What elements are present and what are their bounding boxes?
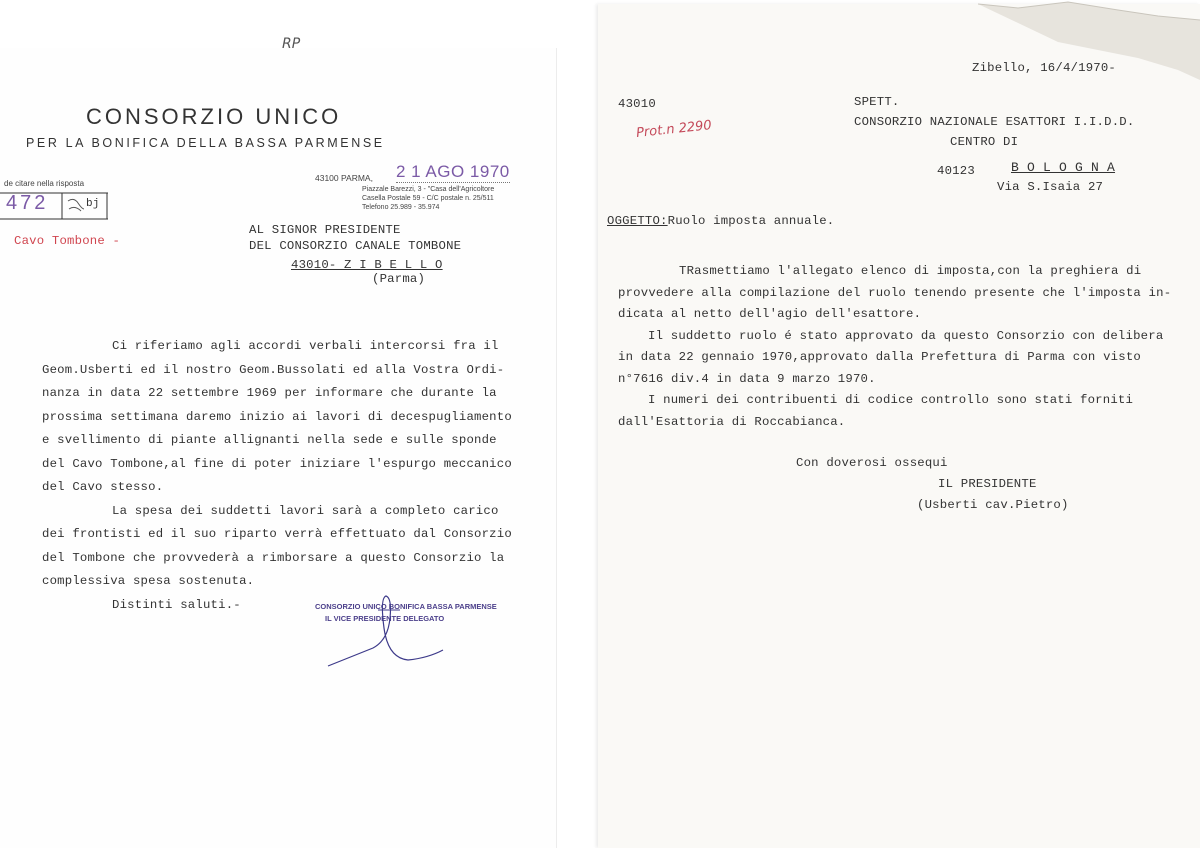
right-letter	[598, 4, 1200, 848]
recipient-line: CENTRO DI	[950, 135, 1019, 149]
body-line: Il suddetto ruolo é stato approvato da questo Consorzio con delibera	[648, 328, 1164, 343]
stamp-line: CONSORZIO UNICO BONIFICA BASSA PARMENSE	[315, 602, 497, 611]
recipient-line: DEL CONSORZIO CANALE TOMBONE	[249, 239, 462, 253]
recipient-block	[249, 222, 461, 254]
letter-date: Zibello, 16/4/1970-	[972, 61, 1117, 75]
body-line: nanza in data 22 settembre 1969 per informare che durante la	[42, 386, 497, 400]
body-line: del Cavo stesso.	[42, 480, 164, 494]
recipient-line: AL SIGNOR PRESIDENTE	[249, 223, 401, 237]
date-stamp: 2 1 AGO 1970	[396, 162, 510, 181]
signatory-name: (Usberti cav.Pietro)	[917, 498, 1069, 512]
reference-line: Cavo Tombone -	[14, 234, 121, 248]
body-line: La spesa dei suddetti lavori sarà a completo carico	[112, 503, 499, 518]
recipient-line: CONSORZIO NAZIONALE ESATTORI I.I.D.D.	[854, 115, 1135, 129]
body-line: complessiva spesa sostenuta.	[42, 574, 255, 588]
org-name: CONSORZIO UNICO	[86, 104, 342, 129]
top-scribble: RP	[282, 36, 301, 52]
body-line: del Tombone che provvederà a rimborsare a questo Consorzio la	[42, 550, 505, 565]
subject-line	[607, 214, 834, 228]
address-line: Telefono 25.989 - 35.974	[362, 204, 440, 211]
city-name: B O L O G N A	[1011, 160, 1116, 175]
body-line: Ci riferiamo agli accordi verbali intercorsi fra il	[112, 339, 499, 353]
body-line: in data 22 gennaio 1970,approvato dalla Prefettura di Parma con visto	[618, 350, 1141, 364]
address-block	[362, 185, 494, 212]
org-subtitle: PER LA BONIFICA DELLA BASSA PARMENSE	[26, 136, 385, 150]
body-line: e svellimento di piante allignanti nella sede e sulle sponde	[42, 433, 497, 447]
body-line: I numeri dei contribuenti di codice controllo sono stati forniti	[648, 393, 1134, 407]
stamp-line: IL VICE PRESIDENTE DELEGATO	[325, 614, 445, 623]
city-zip: 40123	[937, 164, 975, 178]
signatory-title: IL PRESIDENTE	[938, 477, 1037, 491]
zip-left: 43010	[618, 97, 656, 111]
subject-text: Ruolo imposta annuale.	[667, 214, 835, 228]
recipient-province: (Parma)	[372, 272, 426, 286]
protocol-suffix: bj	[86, 198, 100, 210]
body-line: dall'Esattoria di Roccabianca.	[618, 414, 846, 429]
city-prefix: 43100 PARMA,	[315, 173, 373, 183]
body-line: provvedere alla compilazione del ruolo tenendo presente che l'imposta in-	[618, 285, 1172, 300]
body-line: Geom.Usberti ed il nostro Geom.Bussolati ed alla Vostra Ordi-	[42, 362, 505, 377]
body-line: del Cavo Tombone,al fine di poter iniziare l'espurgo meccanico	[42, 456, 512, 471]
recipient-block	[854, 92, 1134, 152]
body-line: n°7616 div.4 in data 9 marzo 1970.	[618, 371, 876, 386]
recipient-line: SPETT.	[854, 95, 900, 109]
street: Via S.Isaia 27	[997, 180, 1104, 194]
closing: Con doverosi ossequi	[796, 456, 948, 470]
body-line: Distinti saluti.-	[112, 597, 241, 612]
address-line: Piazzale Barezzi, 3 - "Casa dell'Agricoltore	[362, 186, 495, 193]
left-letter	[0, 36, 557, 848]
citation-label: de citare nella risposta	[4, 179, 85, 188]
protocol-initials-icon	[66, 195, 86, 219]
protocol-number: 472	[6, 192, 49, 214]
handwritten-protocol: Prot.n 2290	[635, 118, 713, 141]
body-line: dei frontisti ed il suo riparto verrà effettuato dal Consorzio	[42, 527, 512, 541]
letter-body	[42, 335, 512, 617]
body-line: dicata al netto dell'agio dell'esattore.	[618, 307, 922, 321]
protocol-box	[0, 192, 108, 220]
address-line: Casella Postale 59 - C/C postale n. 25/511	[362, 195, 494, 202]
body-line: prossima settimana daremo inizio ai lavori di decespugliamento	[42, 409, 512, 424]
letter-body	[618, 261, 1171, 433]
recipient-city: 43010- Z I B E L L O	[291, 258, 443, 272]
body-line: TRasmettiamo l'allegato elenco di imposta,con la preghiera di	[679, 264, 1142, 278]
subject-label: OGGETTO:	[607, 214, 668, 228]
signature-icon	[318, 588, 458, 678]
